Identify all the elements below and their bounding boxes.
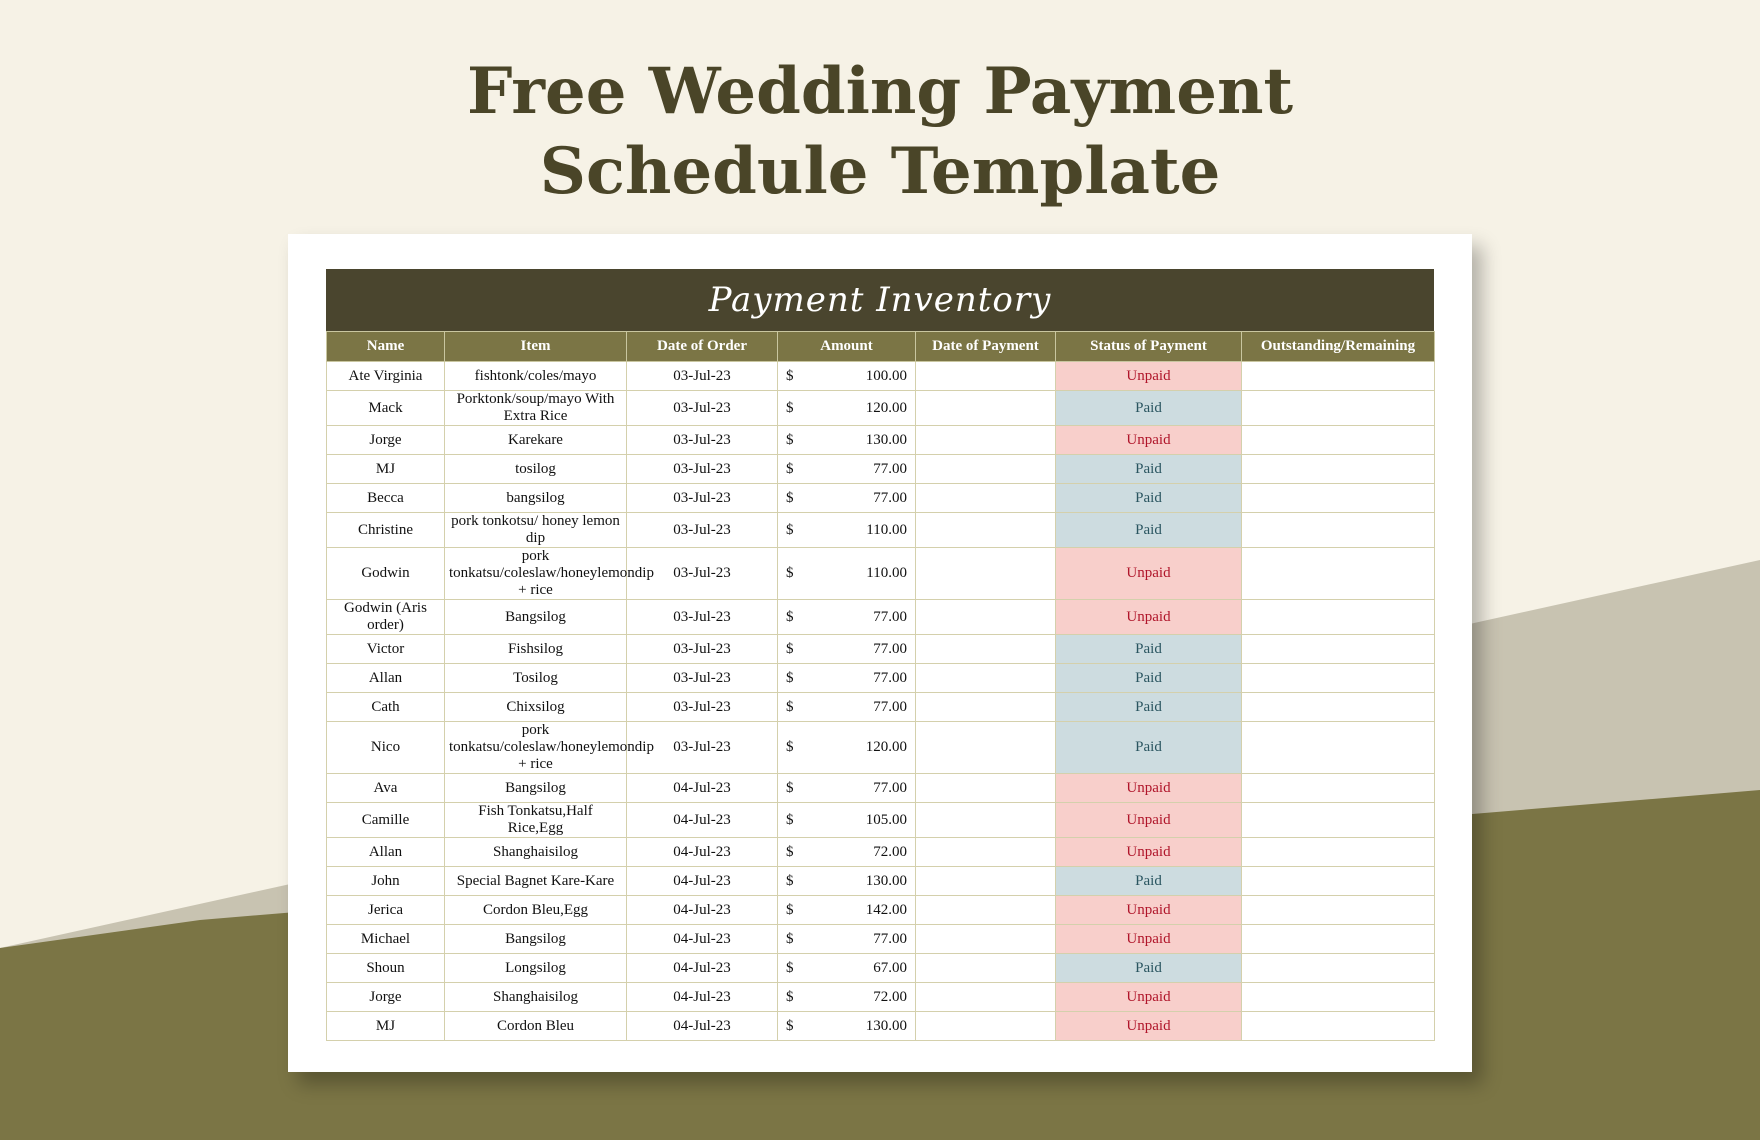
- cell-outstanding[interactable]: [1242, 983, 1435, 1012]
- currency-symbol: $: [786, 1017, 794, 1034]
- cell-name[interactable]: Camille: [327, 803, 445, 838]
- cell-status[interactable]: Unpaid: [1056, 925, 1242, 954]
- table-row: [327, 867, 1435, 896]
- table-row: [327, 925, 1435, 954]
- cell-outstanding[interactable]: [1242, 838, 1435, 867]
- cell-date-of-payment[interactable]: [916, 774, 1056, 803]
- cell-amount[interactable]: [778, 391, 916, 426]
- col-header-date-of-payment[interactable]: Date of Payment: [916, 332, 1056, 362]
- cell-date-of-order[interactable]: 03-Jul-23: [627, 722, 778, 774]
- table-row: [327, 455, 1435, 484]
- cell-date-of-order[interactable]: 04-Jul-23: [627, 925, 778, 954]
- cell-date-of-payment[interactable]: [916, 925, 1056, 954]
- cell-name[interactable]: Ava: [327, 774, 445, 803]
- cell-item[interactable]: Karekare: [445, 426, 627, 455]
- cell-name[interactable]: Allan: [327, 838, 445, 867]
- amount-value: 77.00: [873, 669, 907, 686]
- cell-outstanding[interactable]: [1242, 896, 1435, 925]
- currency-symbol: $: [786, 669, 794, 686]
- cell-outstanding[interactable]: [1242, 722, 1435, 774]
- table-row: [327, 803, 1435, 838]
- spreadsheet-card: [288, 234, 1472, 1072]
- amount-value: 110.00: [866, 521, 907, 538]
- table-banner: Payment Inventory: [326, 269, 1434, 331]
- table-row: [327, 635, 1435, 664]
- cell-name[interactable]: Christine: [327, 513, 445, 548]
- cell-outstanding[interactable]: [1242, 513, 1435, 548]
- header-row: [327, 332, 1435, 362]
- cell-amount[interactable]: [778, 600, 916, 635]
- table-row: [327, 954, 1435, 983]
- table-row: [327, 484, 1435, 513]
- currency-symbol: $: [786, 739, 794, 755]
- cell-item[interactable]: fishtonk/coles/mayo: [445, 362, 627, 391]
- cell-amount[interactable]: [778, 426, 916, 455]
- cell-date-of-order[interactable]: 04-Jul-23: [627, 954, 778, 983]
- cell-status[interactable]: Paid: [1056, 484, 1242, 513]
- cell-name[interactable]: Jorge: [327, 983, 445, 1012]
- cell-name[interactable]: Jerica: [327, 896, 445, 925]
- cell-status[interactable]: Paid: [1056, 455, 1242, 484]
- cell-date-of-order[interactable]: 04-Jul-23: [627, 867, 778, 896]
- amount-value: 77.00: [873, 608, 907, 625]
- cell-amount[interactable]: [778, 635, 916, 664]
- currency-symbol: $: [786, 640, 794, 657]
- cell-status[interactable]: Paid: [1056, 693, 1242, 722]
- amount-value: 110.00: [866, 565, 907, 581]
- cell-date-of-payment[interactable]: [916, 693, 1056, 722]
- table-row: [327, 896, 1435, 925]
- cell-date-of-order[interactable]: 03-Jul-23: [627, 513, 778, 548]
- cell-status[interactable]: Unpaid: [1056, 896, 1242, 925]
- currency-symbol: $: [786, 811, 794, 828]
- amount-value: 100.00: [865, 367, 907, 384]
- cell-date-of-payment[interactable]: [916, 362, 1056, 391]
- cell-status[interactable]: Paid: [1056, 664, 1242, 693]
- cell-date-of-payment[interactable]: [916, 635, 1056, 664]
- cell-name[interactable]: Ate Virginia: [327, 362, 445, 391]
- currency-symbol: $: [786, 872, 794, 889]
- cell-item[interactable]: pork tonkatsu/coleslaw/honeylemondip + rice: [445, 722, 627, 774]
- cell-date-of-payment[interactable]: [916, 954, 1056, 983]
- table-row: [327, 693, 1435, 722]
- currency-symbol: $: [786, 698, 794, 715]
- cell-date-of-order[interactable]: 03-Jul-23: [627, 391, 778, 426]
- table-row: [327, 513, 1435, 548]
- cell-status[interactable]: Unpaid: [1056, 838, 1242, 867]
- cell-status[interactable]: Paid: [1056, 722, 1242, 774]
- cell-outstanding[interactable]: [1242, 1012, 1435, 1041]
- cell-date-of-order[interactable]: 03-Jul-23: [627, 664, 778, 693]
- cell-outstanding[interactable]: [1242, 867, 1435, 896]
- payment-table: [326, 331, 1435, 1041]
- cell-item[interactable]: Chixsilog: [445, 693, 627, 722]
- table-row: [327, 664, 1435, 693]
- cell-item[interactable]: Bangsilog: [445, 600, 627, 635]
- cell-name[interactable]: Shoun: [327, 954, 445, 983]
- cell-status[interactable]: Unpaid: [1056, 426, 1242, 455]
- table-body: [327, 362, 1435, 1041]
- col-header-item[interactable]: Item: [445, 332, 627, 362]
- cell-item[interactable]: Special Bagnet Kare-Kare: [445, 867, 627, 896]
- cell-status[interactable]: Unpaid: [1056, 600, 1242, 635]
- amount-value: 72.00: [873, 988, 907, 1005]
- cell-date-of-order[interactable]: 03-Jul-23: [627, 693, 778, 722]
- cell-date-of-order[interactable]: 03-Jul-23: [627, 362, 778, 391]
- cell-outstanding[interactable]: [1242, 600, 1435, 635]
- cell-date-of-payment[interactable]: [916, 838, 1056, 867]
- cell-date-of-payment[interactable]: [916, 513, 1056, 548]
- table-row: [327, 362, 1435, 391]
- currency-symbol: $: [786, 608, 794, 625]
- cell-status[interactable]: Paid: [1056, 954, 1242, 983]
- cell-amount[interactable]: [778, 513, 916, 548]
- cell-item[interactable]: Cordon Bleu,Egg: [445, 896, 627, 925]
- cell-amount[interactable]: [778, 954, 916, 983]
- cell-status[interactable]: Unpaid: [1056, 774, 1242, 803]
- cell-date-of-payment[interactable]: [916, 664, 1056, 693]
- currency-symbol: $: [786, 489, 794, 506]
- cell-name[interactable]: Jorge: [327, 426, 445, 455]
- col-header-outstanding[interactable]: Outstanding/Remaining: [1242, 332, 1435, 362]
- cell-amount[interactable]: [778, 664, 916, 693]
- cell-name[interactable]: Michael: [327, 925, 445, 954]
- currency-symbol: $: [786, 901, 794, 918]
- cell-name[interactable]: MJ: [327, 455, 445, 484]
- currency-symbol: $: [786, 843, 794, 860]
- cell-amount[interactable]: [778, 925, 916, 954]
- cell-item[interactable]: Fishsilog: [445, 635, 627, 664]
- cell-amount[interactable]: [778, 548, 916, 600]
- cell-amount[interactable]: [778, 983, 916, 1012]
- cell-item[interactable]: Bangsilog: [445, 774, 627, 803]
- cell-name[interactable]: Mack: [327, 391, 445, 426]
- cell-amount[interactable]: [778, 838, 916, 867]
- cell-item[interactable]: pork tonkatsu/coleslaw/honeylemondip + rice: [445, 548, 627, 600]
- amount-value: 67.00: [873, 959, 907, 976]
- cell-item[interactable]: Porktonk/soup/mayo With Extra Rice: [445, 391, 627, 426]
- cell-status[interactable]: Unpaid: [1056, 983, 1242, 1012]
- cell-amount[interactable]: [778, 693, 916, 722]
- amount-value: 77.00: [873, 640, 907, 657]
- cell-date-of-order[interactable]: 03-Jul-23: [627, 548, 778, 600]
- cell-outstanding[interactable]: [1242, 426, 1435, 455]
- cell-name[interactable]: Godwin: [327, 548, 445, 600]
- cell-outstanding[interactable]: [1242, 455, 1435, 484]
- cell-amount[interactable]: [778, 484, 916, 513]
- currency-symbol: $: [786, 959, 794, 976]
- cell-status[interactable]: Unpaid: [1056, 1012, 1242, 1041]
- cell-date-of-payment[interactable]: [916, 867, 1056, 896]
- page-title: [0, 52, 1760, 212]
- cell-date-of-order[interactable]: 03-Jul-23: [627, 635, 778, 664]
- page-title-line1: Free Wedding Payment: [466, 54, 1294, 129]
- table-row: [327, 838, 1435, 867]
- cell-item[interactable]: pork tonkotsu/ honey lemon dip: [445, 513, 627, 548]
- cell-outstanding[interactable]: [1242, 925, 1435, 954]
- cell-item[interactable]: tosilog: [445, 455, 627, 484]
- cell-status[interactable]: Unpaid: [1056, 803, 1242, 838]
- cell-name[interactable]: Cath: [327, 693, 445, 722]
- cell-date-of-payment[interactable]: [916, 896, 1056, 925]
- cell-amount[interactable]: [778, 455, 916, 484]
- cell-name[interactable]: Becca: [327, 484, 445, 513]
- cell-date-of-payment[interactable]: [916, 548, 1056, 600]
- amount-value: 105.00: [865, 811, 907, 828]
- cell-date-of-payment[interactable]: [916, 1012, 1056, 1041]
- currency-symbol: $: [786, 460, 794, 477]
- cell-status[interactable]: Paid: [1056, 635, 1242, 664]
- cell-outstanding[interactable]: [1242, 954, 1435, 983]
- cell-date-of-payment[interactable]: [916, 600, 1056, 635]
- table-row: [327, 774, 1435, 803]
- cell-date-of-order[interactable]: 04-Jul-23: [627, 896, 778, 925]
- cell-date-of-order[interactable]: 03-Jul-23: [627, 455, 778, 484]
- currency-symbol: $: [786, 988, 794, 1005]
- payment-table-wrap: [326, 269, 1434, 1041]
- page-title-line2: Schedule Template: [539, 134, 1221, 209]
- cell-item[interactable]: Shanghaisilog: [445, 838, 627, 867]
- cell-item[interactable]: Shanghaisilog: [445, 983, 627, 1012]
- amount-value: 72.00: [873, 843, 907, 860]
- cell-date-of-order[interactable]: 03-Jul-23: [627, 484, 778, 513]
- amount-value: 77.00: [873, 489, 907, 506]
- cell-item[interactable]: Longsilog: [445, 954, 627, 983]
- currency-symbol: $: [786, 521, 794, 538]
- cell-outstanding[interactable]: [1242, 803, 1435, 838]
- cell-date-of-order[interactable]: 04-Jul-23: [627, 838, 778, 867]
- cell-outstanding[interactable]: [1242, 362, 1435, 391]
- currency-symbol: $: [786, 779, 794, 796]
- col-header-status[interactable]: Status of Payment: [1056, 332, 1242, 362]
- table-row: [327, 391, 1435, 426]
- cell-date-of-payment[interactable]: [916, 983, 1056, 1012]
- amount-value: 120.00: [865, 399, 907, 416]
- cell-date-of-payment[interactable]: [916, 803, 1056, 838]
- amount-value: 77.00: [873, 779, 907, 796]
- cell-name[interactable]: Nico: [327, 722, 445, 774]
- cell-name[interactable]: Godwin (Aris order): [327, 600, 445, 635]
- cell-name[interactable]: John: [327, 867, 445, 896]
- col-header-name[interactable]: Name: [327, 332, 445, 362]
- amount-value: 142.00: [865, 901, 907, 918]
- cell-date-of-payment[interactable]: [916, 426, 1056, 455]
- cell-date-of-payment[interactable]: [916, 484, 1056, 513]
- cell-outstanding[interactable]: [1242, 774, 1435, 803]
- cell-amount[interactable]: [778, 1012, 916, 1041]
- cell-date-of-order[interactable]: 04-Jul-23: [627, 774, 778, 803]
- cell-amount[interactable]: [778, 774, 916, 803]
- amount-value: 77.00: [873, 460, 907, 477]
- cell-status[interactable]: Paid: [1056, 513, 1242, 548]
- cell-outstanding[interactable]: [1242, 548, 1435, 600]
- cell-item[interactable]: Bangsilog: [445, 925, 627, 954]
- cell-amount[interactable]: [778, 896, 916, 925]
- table-row: [327, 600, 1435, 635]
- cell-amount[interactable]: [778, 803, 916, 838]
- cell-outstanding[interactable]: [1242, 391, 1435, 426]
- table-row: [327, 426, 1435, 455]
- cell-date-of-order[interactable]: 03-Jul-23: [627, 600, 778, 635]
- cell-outstanding[interactable]: [1242, 635, 1435, 664]
- currency-symbol: $: [786, 399, 794, 416]
- amount-value: 130.00: [865, 431, 907, 448]
- cell-item[interactable]: Cordon Bleu: [445, 1012, 627, 1041]
- cell-name[interactable]: Allan: [327, 664, 445, 693]
- cell-date-of-order[interactable]: 03-Jul-23: [627, 426, 778, 455]
- cell-date-of-payment[interactable]: [916, 722, 1056, 774]
- table-row: [327, 722, 1435, 774]
- cell-date-of-order[interactable]: 04-Jul-23: [627, 983, 778, 1012]
- amount-value: 77.00: [873, 930, 907, 947]
- col-header-amount[interactable]: Amount: [778, 332, 916, 362]
- cell-date-of-payment[interactable]: [916, 391, 1056, 426]
- cell-outstanding[interactable]: [1242, 484, 1435, 513]
- currency-symbol: $: [786, 431, 794, 448]
- cell-item[interactable]: bangsilog: [445, 484, 627, 513]
- amount-value: 120.00: [865, 739, 907, 755]
- cell-amount[interactable]: [778, 722, 916, 774]
- amount-value: 130.00: [865, 872, 907, 889]
- cell-amount[interactable]: [778, 362, 916, 391]
- amount-value: 130.00: [865, 1017, 907, 1034]
- cell-name[interactable]: MJ: [327, 1012, 445, 1041]
- currency-symbol: $: [786, 565, 794, 581]
- cell-name[interactable]: Victor: [327, 635, 445, 664]
- amount-value: 77.00: [873, 698, 907, 715]
- cell-amount[interactable]: [778, 867, 916, 896]
- table-row: [327, 548, 1435, 600]
- cell-date-of-order[interactable]: 04-Jul-23: [627, 803, 778, 838]
- table-row: [327, 983, 1435, 1012]
- currency-symbol: $: [786, 367, 794, 384]
- table-row: [327, 1012, 1435, 1041]
- cell-item[interactable]: Tosilog: [445, 664, 627, 693]
- currency-symbol: $: [786, 930, 794, 947]
- cell-status[interactable]: Unpaid: [1056, 362, 1242, 391]
- cell-outstanding[interactable]: [1242, 693, 1435, 722]
- cell-date-of-order[interactable]: 04-Jul-23: [627, 1012, 778, 1041]
- cell-outstanding[interactable]: [1242, 664, 1435, 693]
- cell-status[interactable]: Paid: [1056, 391, 1242, 426]
- cell-date-of-payment[interactable]: [916, 455, 1056, 484]
- cell-status[interactable]: Paid: [1056, 867, 1242, 896]
- cell-status[interactable]: Unpaid: [1056, 548, 1242, 600]
- cell-item[interactable]: Fish Tonkatsu,Half Rice,Egg: [445, 803, 627, 838]
- col-header-date-of-order[interactable]: Date of Order: [627, 332, 778, 362]
